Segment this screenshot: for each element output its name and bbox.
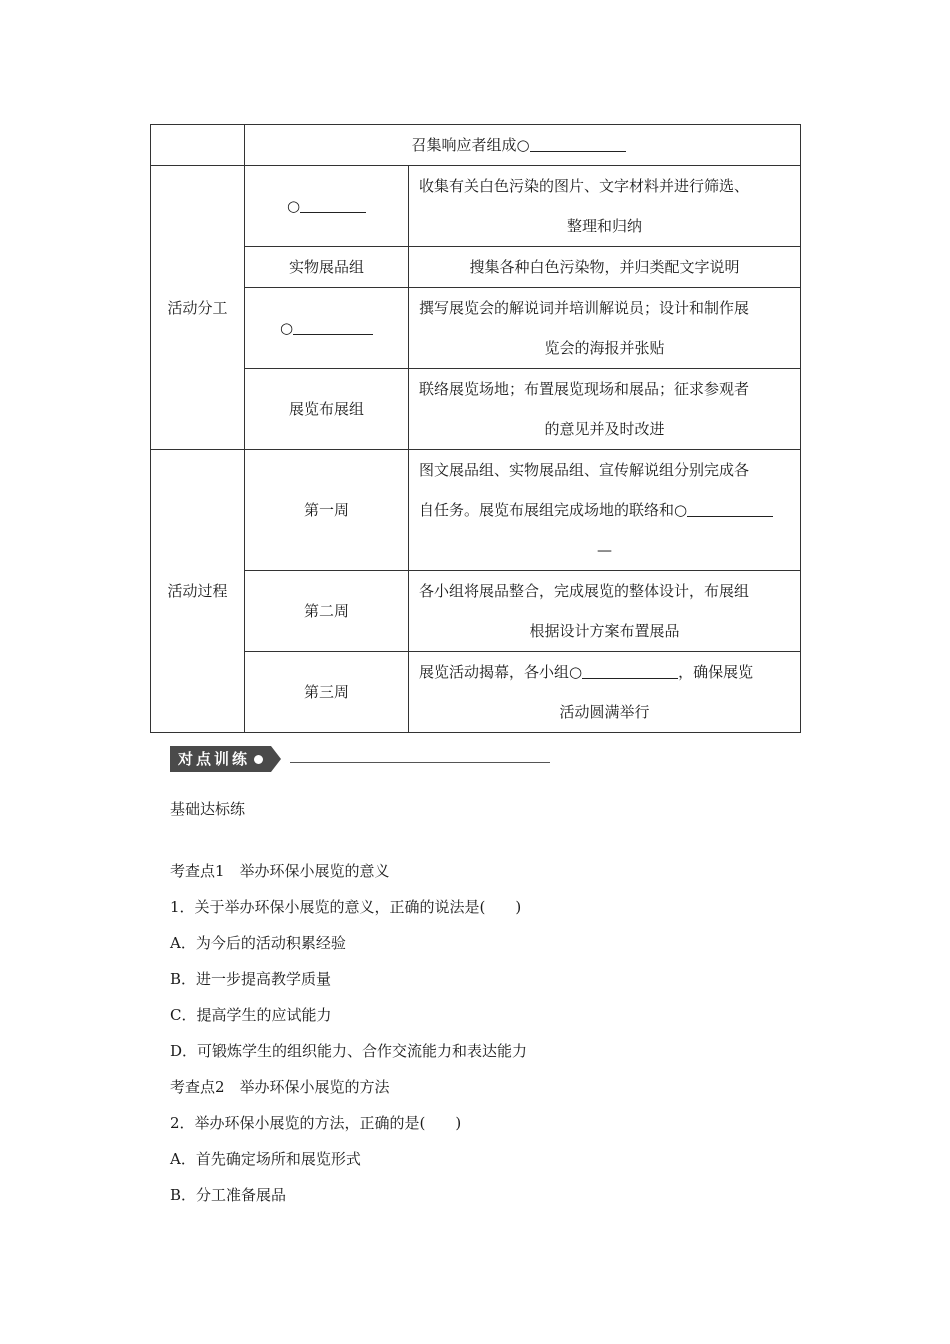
- desc-line: 览会的海报并张贴: [544, 339, 665, 357]
- banner-arrow-icon: [271, 746, 281, 772]
- question-2: 2．举办环保小展览的方法，正确的是( ): [170, 1114, 462, 1132]
- option-d[interactable]: D．可锻炼学生的组织能力、合作交流能力和表达能力: [170, 1042, 528, 1060]
- section-subtitle: 基础达标练: [170, 800, 246, 818]
- fill-blank[interactable]: [582, 663, 678, 679]
- fill-blank[interactable]: [300, 197, 366, 213]
- question-1: 1．关于举办环保小展览的意义，正确的说法是( ): [170, 898, 522, 916]
- desc-line: 各小组将展品整合，完成展览的整体设计，布展组: [419, 582, 750, 600]
- activity-plan-table: [150, 124, 801, 733]
- desc-text: ，确保展览: [678, 663, 754, 681]
- table-cell-empty: [151, 125, 245, 166]
- desc-text: 自任务。展览布展组完成场地的联络和○: [419, 501, 688, 519]
- desc-line: 收集有关白色污染的图片、文字材料并进行筛选、: [419, 177, 750, 195]
- week-desc: [409, 571, 801, 652]
- knowledge-point-2: 考查点2 举办环保小展览的方法: [170, 1078, 390, 1096]
- option-c[interactable]: C．提高学生的应试能力: [170, 1006, 332, 1024]
- circle-marker: ○: [279, 319, 294, 337]
- recruit-text: 召集响应者组成: [411, 136, 517, 154]
- desc-line: 整理和归纳: [567, 217, 643, 235]
- group-cell: 展览布展组: [245, 369, 409, 450]
- desc-line: —: [597, 541, 612, 559]
- week-desc: [409, 450, 801, 571]
- circle-marker: ○: [516, 136, 530, 154]
- knowledge-point-1: 考查点1 举办环保小展览的意义: [170, 862, 390, 880]
- week-cell: 第三周: [245, 652, 409, 733]
- option-b[interactable]: B．分工准备展品: [170, 1186, 287, 1204]
- week-cell: 第一周: [245, 450, 409, 571]
- group-desc: 搜集各种白色污染物，并归类配文字说明: [409, 247, 801, 288]
- dot-icon: [254, 755, 263, 764]
- option-b[interactable]: B．进一步提高教学质量: [170, 970, 332, 988]
- option-a[interactable]: A．为今后的活动积累经验: [170, 934, 346, 952]
- banner-box: [170, 746, 271, 772]
- group-desc: [409, 288, 801, 369]
- week-cell: 第二周: [245, 571, 409, 652]
- fill-blank[interactable]: [293, 319, 373, 335]
- group-cell: [245, 288, 409, 369]
- desc-line: 图文展品组、实物展品组、宣传解说组分别完成各: [419, 461, 750, 479]
- desc-line: [419, 490, 790, 530]
- group-desc: [409, 369, 801, 450]
- desc-line: 根据设计方案布置展品: [529, 622, 680, 640]
- desc-line: 联络展览场地；布置展览现场和展品；征求参观者: [419, 380, 750, 398]
- recruit-row: [245, 125, 801, 166]
- desc-text: 展览活动揭幕，各小组○: [419, 663, 583, 681]
- group-desc: [409, 166, 801, 247]
- banner-title: 对点训练: [178, 750, 251, 768]
- group-cell: [245, 166, 409, 247]
- desc-line: [419, 652, 790, 692]
- option-a[interactable]: A．首先确定场所和展览形式: [170, 1150, 361, 1168]
- fill-blank[interactable]: [530, 136, 626, 152]
- circle-marker: ○: [286, 197, 301, 215]
- division-label: 活动分工: [151, 166, 245, 450]
- desc-line: 撰写展览会的解说词并培训解说员；设计和制作展: [419, 299, 750, 317]
- section-banner: [170, 746, 290, 772]
- desc-line: 活动圆满举行: [559, 703, 650, 721]
- group-cell: 实物展品组: [245, 247, 409, 288]
- process-label: 活动过程: [151, 450, 245, 733]
- banner-divider: [290, 762, 550, 763]
- desc-line: 的意见并及时改进: [544, 420, 665, 438]
- fill-blank[interactable]: [687, 501, 773, 517]
- week-desc: [409, 652, 801, 733]
